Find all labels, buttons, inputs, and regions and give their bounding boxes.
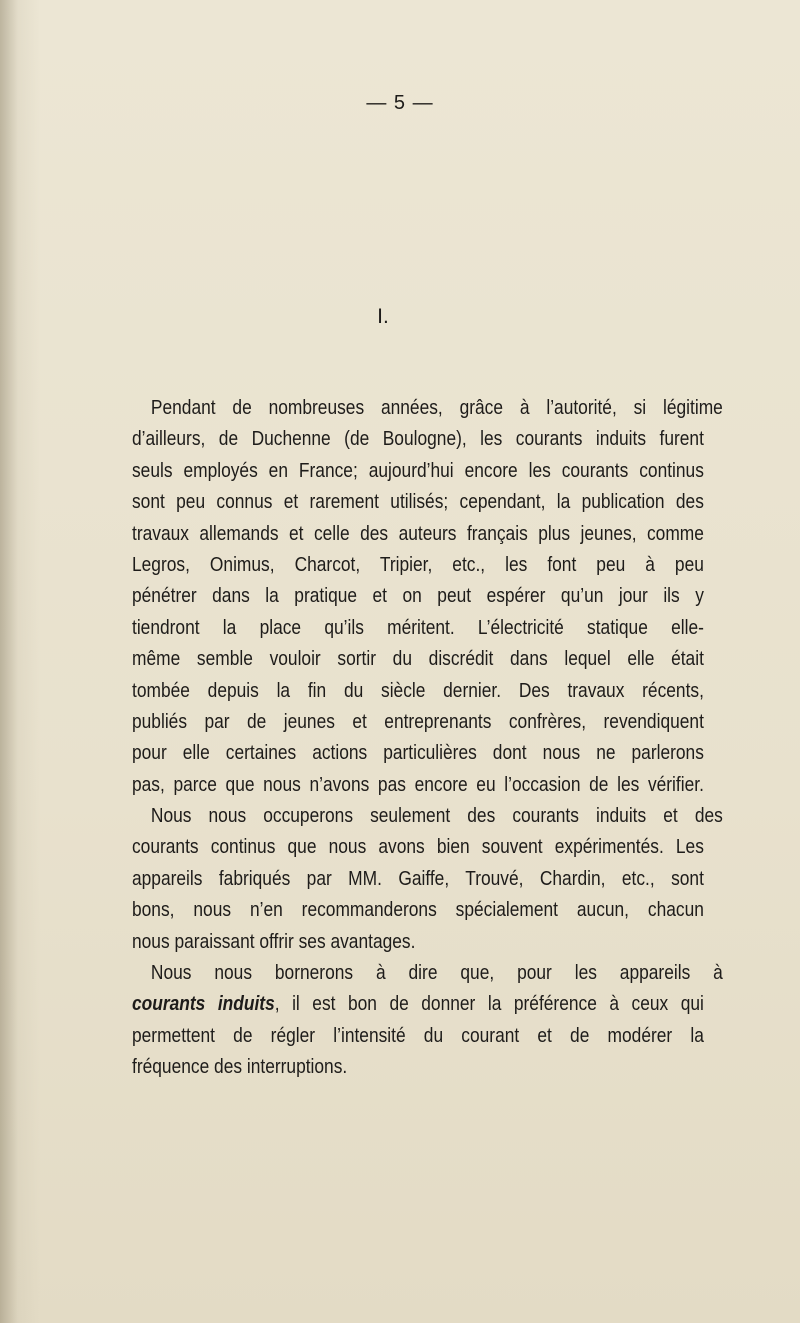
- text-line: courants continus que nous avons bien souvent expérimentés. Les: [132, 836, 704, 859]
- text-line: pas, parce que nous n’avons pas encore eu l’occasion de les vérifier.: [132, 773, 704, 796]
- italic-phrase: courants induits: [132, 993, 275, 1016]
- text-line: travaux allemands et celle des auteurs français plus jeunes, comme: [132, 522, 704, 545]
- text-line: permettent de régler l’intensité du courant et de modérer la: [132, 1024, 704, 1047]
- text-line: pénétrer dans la pratique et on peut espérer qu’un jour ils y: [132, 585, 704, 608]
- section-heading: I.: [377, 305, 389, 328]
- text-line: sont peu connus et rarement utilisés; cependant, la publication des: [132, 491, 704, 514]
- text-line: appareils fabriqués par MM. Gaiffe, Trouvé, Chardin, etc., sont: [132, 867, 704, 890]
- text-line: tombée depuis la fin du siècle dernier. Des travaux récents,: [132, 679, 704, 702]
- text-line-mixed: [132, 989, 704, 1020]
- text-line: fréquence des interruptions.: [132, 1056, 348, 1079]
- text-fragment: , il est bon de donner la préférence à ceux qui: [274, 993, 704, 1016]
- body-text: [132, 393, 723, 1084]
- text-line: seuls employés en France; aujourd’hui encore les courants continus: [132, 459, 704, 482]
- text-line: nous paraissant offrir ses avantages.: [132, 930, 416, 953]
- text-line: d’ailleurs, de Duchenne (de Boulogne), les courants induits furent: [132, 428, 704, 451]
- text-line: bons, nous n’en recommanderons spécialement aucun, chacun: [132, 899, 704, 922]
- text-line: Nous nous occuperons seulement des courants induits et des: [150, 805, 723, 828]
- text-line: même semble vouloir sortir du discrédit dans lequel elle était: [132, 648, 704, 671]
- text-line: pour elle certaines actions particulières dont nous ne parlerons: [132, 742, 704, 765]
- text-line: Legros, Onimus, Charcot, Tripier, etc., les font peu à peu: [132, 553, 704, 576]
- page-number: — 5 —: [366, 92, 434, 114]
- text-line: Nous nous bornerons à dire que, pour les appareils à: [150, 962, 723, 985]
- text-line: publiés par de jeunes et entreprenants confrères, revendiquent: [132, 710, 704, 733]
- text-line: tiendront la place qu’ils méritent. L’électricité statique elle-: [132, 616, 704, 639]
- text-line: Pendant de nombreuses années, grâce à l’autorité, si légitime: [150, 397, 723, 419]
